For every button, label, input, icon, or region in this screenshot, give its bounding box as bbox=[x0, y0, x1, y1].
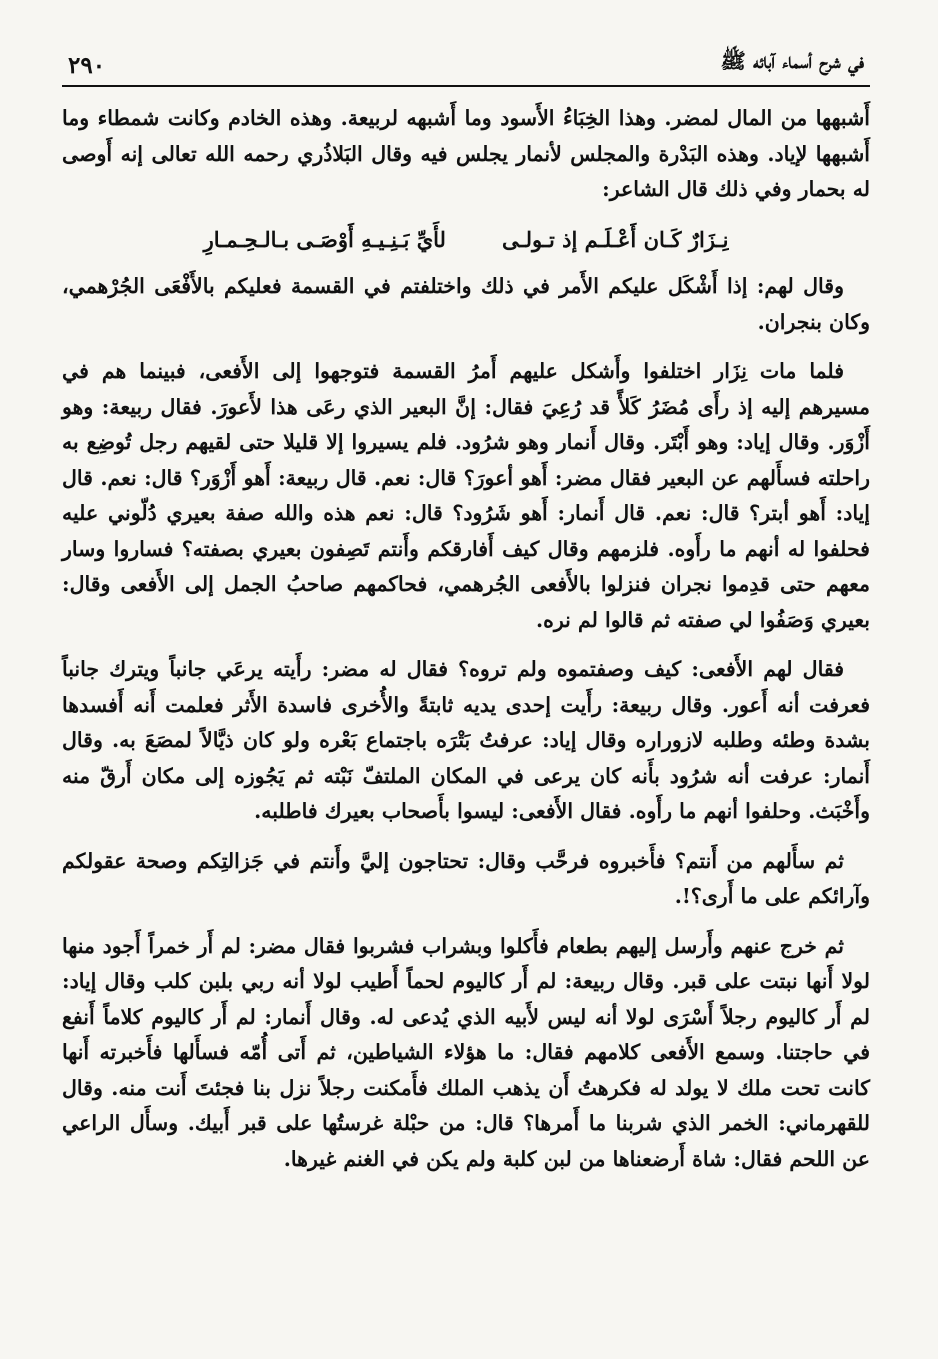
running-title: في شرح أسماء آبائه ﷺ bbox=[720, 48, 864, 73]
page-header bbox=[62, 48, 870, 87]
paragraph-6: ثم خرج عنهم وأَرسل إليهم بطعام فأَكلوا وبشراب فشربوا فقال مضر: لم أَر خمراً أَجود منها لولا أَنها نبتت على قبر. وقال ربيعة: لم أَر كاليوم لحماً أَطيب لولا أنه ربي بلبن كلب وقال إياد: لم أَر كاليوم رجلاً أَسْرَى لولا أنه ليس لأَبيه الذي يُدعى له. وقال أَنمار: لم أَر كاليوم كلاماً أَنفع في حاجتنا. وسمع الأَفعى كلامهم فقال: ما هؤلاء الشياطين، ثم أَتى أُمّه فسأَلها فأَخبرته أَنها كانت تحت ملك لا يولد له فكرهتُ أَن يذهب الملك فأَمكنت رجلاً نزل بنا فجئتَ أَنت منه. وقال للقهرماني: الخمر الذي شربنا ما أَمرها؟ قال: من حبْلة غرستُها على قبر أَبيك. وسأَل الراعي عن اللحم فقال: شاة أَرضعناها من لبن كلبة ولم يكن في الغنم غيرها. bbox=[62, 933, 871, 1171]
paragraph-2: وقال لهم: إذا أَشْكَل عليكم الأَمر في ذلك واختلفتم في القسمة فعليكم بالأَفْعَى الجُرْهمي، وكان بنجران. bbox=[62, 274, 870, 334]
verse-second-hemistich: لأَيِّ بَـنِـيـهِ أَوْصَـى بـالـحِـمـارِ bbox=[203, 226, 446, 252]
poetry-verse bbox=[62, 222, 870, 258]
paragraph-1: أَشبهها من المال لمضر. وهذا الخِبَاءُ الأَسود وما أَشبهه لربيعة. وهذه الخادم وكانت شمطاء وما أَشبهها لإياد. وهذه البَدْرة والمجلس لأنمار يجلس فيه وقال البَلاذُري رحمه الله تعالى إنه أَوصى له بحمار وفي ذلك قال الشاعر: bbox=[62, 106, 870, 201]
paragraph-4: فقال لهم الأَفعى: كيف وصفتموه ولم تروه؟ فقال له مضر: رأَيته يرعَي جانباً ويترك جانباً فعرفت أنه أَعور. وقال ربيعة: رأَيت إحدى يديه ثابتةً والأُخرى فاسدة الأَثر فعلمت أَنه أَفسدها بشدة وطئه وطلبه لازوراره وقال إياد: عرفتُ بَتْرَه باجتماع بَعْره ولو كان ذيَّالاً لمصَعَ به. وقال أَنمار: عرفت أنه شرُود بأَنه كان يرعى في المكان الملتفّ نَبْته ثم يَجُوزه إلى مكان أَرقّ منه وأَخْبَث. وحلفوا أنهم ما رأَوه. فقال الأَفعى: ليسوا بأَصحاب بعيرك فاطلبه. bbox=[62, 657, 870, 823]
page-number: ٢٩٠ bbox=[68, 52, 106, 79]
paragraph-5: ثم سأَلهم من أَنتم؟ فأَخبروه فرحَّب وقال: تحتاجون إليَّ وأَنتم في جَزالتِكم وصحة عقولكم وآرائكم على ما أَرى؟!. bbox=[62, 848, 870, 908]
page-body bbox=[62, 101, 870, 1177]
paragraph-3: فلما مات نِزَار اختلفوا وأَشكل عليهم أَمرُ القسمة فتوجهوا إلى الأَفعى، فبينما هم في مسيرهم إليه إذ رأَى مُضَرُ كَلأً قد رُعِيَ فقال: إنَّ البعير الذي رعَى هذا لأَعورَ. فقال ربيعة: وهو أَزْوَر. وقال إياد: وهو أَبْتَر. وقال أَنمار وهو شرُود. فلم يسيروا إلا قليلا حتى لقيهم رجل تُوضِع به راحلته فسأَلهم عن البعير فقال مضر: أَهو أعورَ؟ قال: نعم. قال ربيعة: أَهو أَزْوَر؟ قال: نعم. قال إياد: أَهو أبتر؟ قال: نعم. قال أَنمار: أَهو شَرُود؟ قال: نعم هذه والله صفة بعيري دُلّوني عليه فحلفوا له أنهم ما رأَوه. فلزمهم وقال كيف أَفارقكم وأَنتم تَصِفون بعيري بصفته؟ فساروا وسار معهم حتى قدِموا نجران فنزلوا بالأَفعى الجُرهمي، فحاكمهم صاحبُ الجمل إلى الأَفعى وقال: بعيري وَصَفُوا لي صفته ثم قالوا لم نره. bbox=[62, 359, 870, 632]
verse-first-hemistich: نِـزَارٌ كَـان أَعْـلَـم إذ تـولـى bbox=[501, 226, 729, 252]
